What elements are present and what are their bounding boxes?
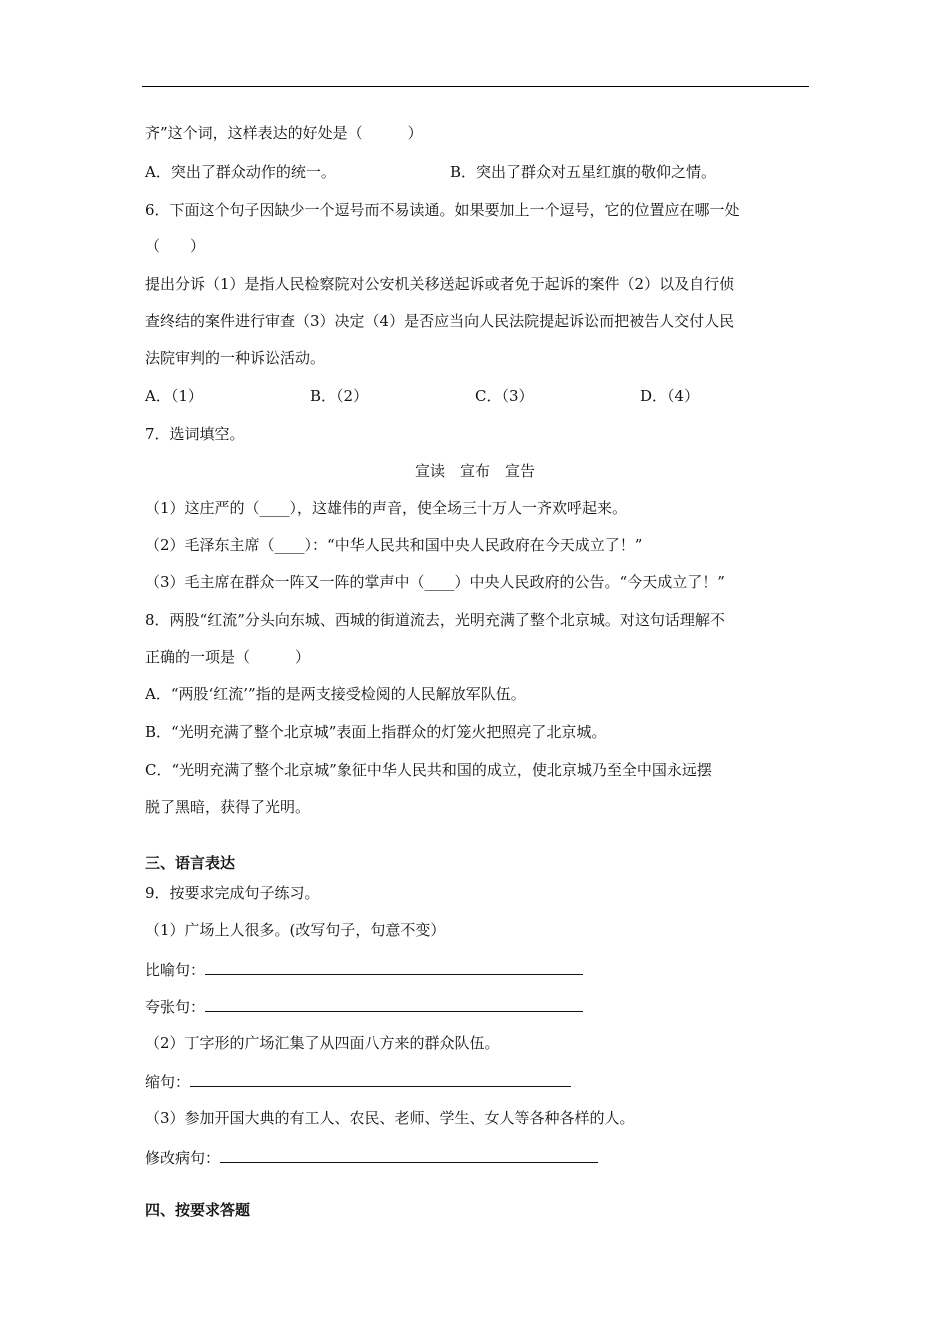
- q7-word-bank: 宣读 宣布 宣告: [414, 462, 535, 480]
- q6-option-d: D．（4）: [640, 387, 700, 405]
- q6-stem-line-1: 6．下面这个句子因缺少一个逗号而不易读通。如果要加上一个逗号，它的位置应在哪一处: [145, 201, 740, 219]
- q6-passage-line-2: 查终结的案件进行审查（3）决定（4）是否应当向人民法院提起诉讼而把被告人交付人民: [145, 312, 735, 330]
- q6-option-c: C．（3）: [475, 387, 534, 405]
- q9-sub-2: （2）丁字形的广场汇集了从四面八方来的群众队伍。: [145, 1034, 500, 1052]
- q5-stem: 齐”这个词，这样表达的好处是（ ）: [145, 124, 423, 142]
- q7-item-2: （2）毛泽东主席（____）：“中华人民共和国中央人民政府在今天成立了！”: [145, 536, 643, 554]
- q8-option-b: B．“光明充满了整个北京城”表面上指群众的灯笼火把照亮了北京城。: [145, 723, 607, 741]
- q7-stem: 7．选词填空。: [145, 425, 245, 443]
- shorten-answer-blank[interactable]: [190, 1070, 571, 1087]
- q9-sub-1: （1）广场上人很多。(改写句子，句意不变）: [145, 921, 446, 939]
- metaphor-label: 比喻句：: [145, 961, 206, 979]
- q8-option-c-line-1: C．“光明充满了整个北京城”象征中华人民共和国的成立，使北京城乃至全中国永远摆: [145, 761, 712, 779]
- q6-option-b: B．（2）: [310, 387, 369, 405]
- header-rule: [142, 86, 809, 87]
- q8-stem-line-2: 正确的一项是（ ）: [145, 648, 311, 666]
- q8-option-c-line-2: 脱了黑暗，获得了光明。: [145, 798, 311, 816]
- correct-answer-row: [145, 1146, 598, 1168]
- section-4-heading: 四、按要求答题: [145, 1201, 251, 1219]
- correct-answer-blank[interactable]: [220, 1146, 598, 1163]
- q6-stem-line-2: （ ）: [145, 237, 206, 255]
- exaggeration-answer-row: [145, 995, 583, 1017]
- q7-item-3: （3）毛主席在群众一阵又一阵的掌声中（____）中央人民政府的公告。“今天成立了！”: [145, 573, 725, 591]
- q6-passage-line-1: 提出分诉（1）是指人民检察院对公安机关移送起诉或者免于起诉的案件（2）以及自行侦: [145, 275, 735, 293]
- exaggeration-answer-blank[interactable]: [205, 995, 583, 1012]
- q7-item-1: （1）这庄严的（____），这雄伟的声音，使全场三十万人一齐欢呼起来。: [145, 499, 628, 517]
- q5-option-a: A．突出了群众动作的统一。: [145, 163, 336, 181]
- q6-option-a: A．（1）: [145, 387, 203, 405]
- metaphor-answer-row: [145, 958, 583, 980]
- q8-option-a: A．“两股‘红流’”指的是两支接受检阅的人民解放军队伍。: [145, 685, 526, 703]
- exaggeration-label: 夸张句：: [145, 998, 206, 1016]
- shorten-label: 缩句：: [145, 1073, 191, 1091]
- section-3-heading: 三、语言表达: [145, 854, 236, 872]
- q8-stem-line-1: 8．两股“红流”分头向东城、西城的街道流去，光明充满了整个北京城。对这句话理解不: [145, 611, 725, 629]
- shorten-answer-row: [145, 1070, 571, 1092]
- q6-passage-line-3: 法院审判的一种诉讼活动。: [145, 349, 326, 367]
- q9-sub-3: （3）参加开国大典的有工人、农民、老师、学生、女人等各种各样的人。: [145, 1109, 635, 1127]
- q9-stem: 9．按要求完成句子练习。: [145, 884, 320, 902]
- q5-option-b: B．突出了群众对五星红旗的敬仰之情。: [450, 163, 717, 181]
- correct-label: 修改病句：: [145, 1149, 221, 1167]
- metaphor-answer-blank[interactable]: [205, 958, 583, 975]
